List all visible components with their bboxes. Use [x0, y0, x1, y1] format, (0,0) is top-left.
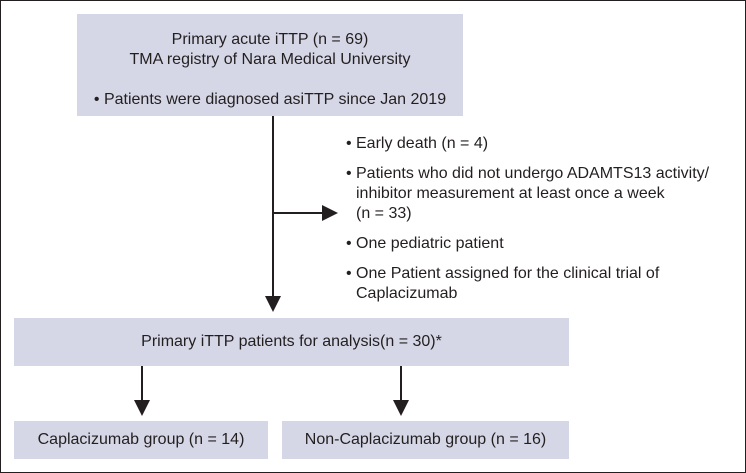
enrollment-title: Primary acute iTTP (n = 69) — [171, 31, 369, 48]
exclusion-item — [346, 234, 736, 254]
exclusion-text: Early death (n = 4) — [356, 135, 489, 152]
bullet-dot: • — [346, 135, 352, 152]
analysis-box — [14, 318, 569, 366]
exclusion-text: inhibitor measurement at least once a week — [356, 185, 665, 202]
analysis-label: Primary iTTP patients for analysis(n = 30)* — [141, 333, 442, 350]
non-caplacizumab-group-box — [282, 421, 569, 459]
exclusion-text: Patients who did not undergo ADAMTS13 activity/ — [356, 165, 710, 182]
exclusion-text: One Patient assigned for the clinical trial of — [356, 265, 660, 282]
exclusion-text: One pediatric patient — [356, 235, 504, 252]
registry-name: TMA registry of Nara Medical University — [129, 51, 411, 68]
bullet-dot: • — [346, 165, 352, 182]
exclusion-list — [346, 134, 736, 314]
caplacizumab-group-box — [14, 421, 268, 459]
enrollment-box — [77, 14, 463, 116]
exclusion-text: (n = 33) — [356, 205, 412, 222]
bullet-dot: • — [346, 235, 352, 252]
exclusion-item — [346, 164, 736, 224]
bullet-dot: • — [346, 265, 352, 282]
inclusion-criterion: • Patients were diagnosed asiTTP since Jan 2019 — [93, 91, 447, 108]
exclusion-text: Caplacizumab — [356, 285, 458, 302]
caplacizumab-group-label: Caplacizumab group (n = 14) — [37, 431, 245, 448]
exclusion-item — [346, 134, 736, 154]
exclusion-item — [346, 264, 736, 304]
non-caplacizumab-group-label: Non-Caplacizumab group (n = 16) — [304, 431, 547, 448]
